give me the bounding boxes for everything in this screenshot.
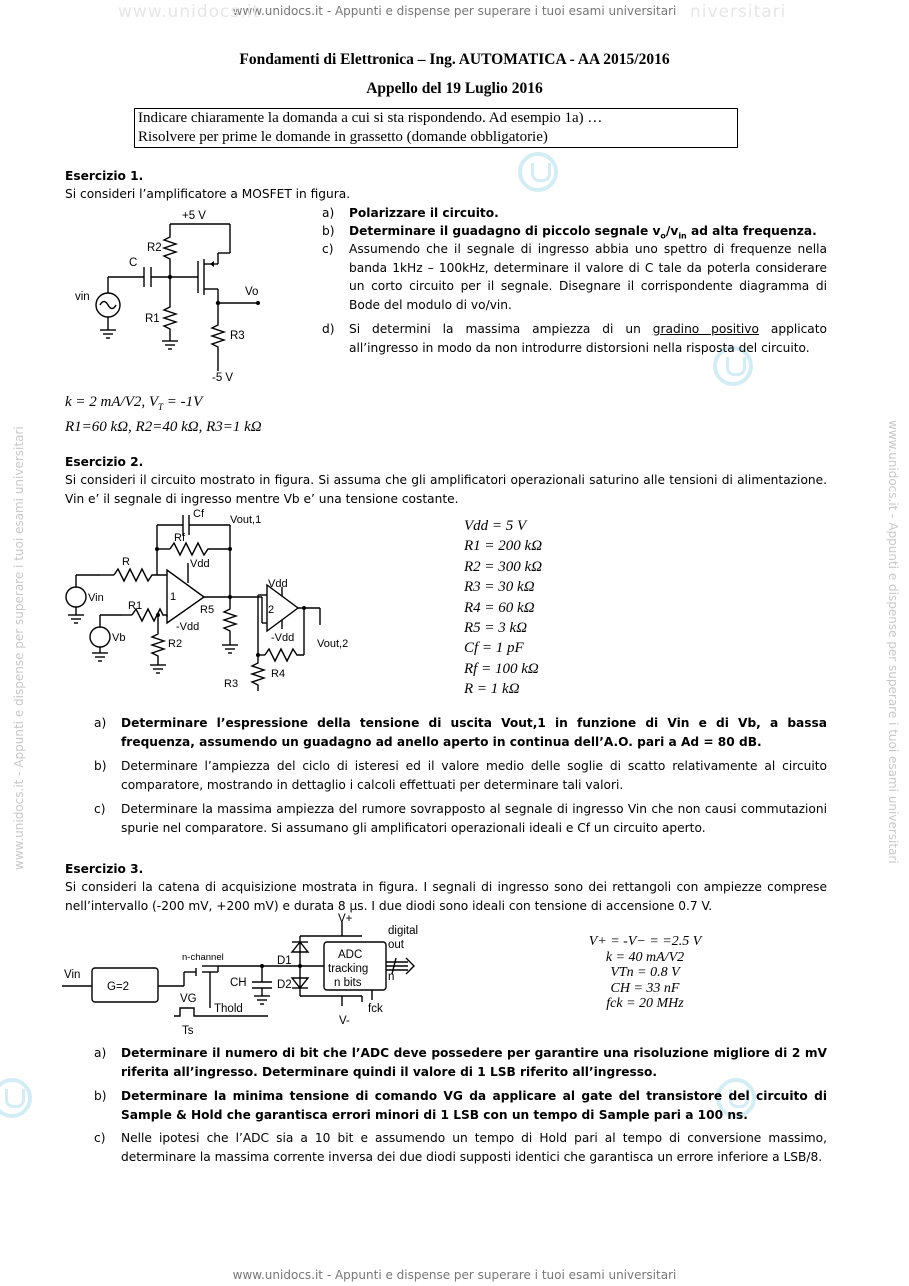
ex3-question-b: b) Determinare la minima tensione di comando VG da applicare al gate del transistore del circuito di Sample & Hold che garantisca errori minori di 1 LSB con un tempo di Sample pari a 100 ns. — [94, 1089, 827, 1122]
ex3-ts-label: Ts — [182, 1025, 194, 1037]
ex3-vg-label: VG — [180, 993, 197, 1005]
ex1-question-b: b) Determinare il guadagno di piccolo segnale $v_o/v_{in}$ ad alta frequenza. — [322, 224, 817, 241]
ex2-r4-label: R4 — [271, 668, 286, 680]
ex3-adc-label: ADC — [338, 949, 363, 961]
ex1-vo-label: Vo — [245, 286, 259, 298]
ex2-r3-label: R3 — [224, 678, 239, 690]
ex3-vplus-label: V+ — [338, 913, 353, 925]
ex1-r3-label: R3 — [230, 330, 245, 342]
ex2-vb-label: Vb — [112, 632, 126, 644]
ex3-digital-label: digital — [388, 925, 419, 937]
ex2-vdd2-label: Vdd — [268, 578, 288, 590]
ex2-question-b: b) Determinare l’ampiezza del ciclo di isteresi ed il valore medio delle soglie di scatto relativamente al circuito comparatore, mostrando in dettaglio i calcoli effettuati per determinare tali valori. — [94, 759, 827, 792]
watermark-side-right: www.unidocs.it - Appunti e dispense per superare i tuoi esami universitari — [886, 420, 900, 864]
watermark-bg-right: niversitari — [690, 2, 787, 22]
ex3-d1-label: D1 — [277, 955, 292, 967]
ex2-vout2-label: Vout,2 — [317, 638, 349, 650]
instructions-box — [134, 108, 738, 148]
ex2-cf-label: Cf — [193, 508, 204, 520]
ex2-vdd1-label: Vdd — [190, 558, 210, 570]
ex2-opamp-circuit — [62, 505, 372, 695]
watermark-top: www.unidocs.it - Appunti e dispense per superare i tuoi esami universitari — [232, 4, 677, 18]
ex2-question-a: a) Determinare l’espressione della tensione di uscita Vout,1 in funzione di Vin e di Vb, a bassa frequenza, assumendo un guadagno ad anello aperto in continua dell’A.O. pari a Ad = 80 dB. — [94, 716, 827, 749]
ex3-sample-hold-circuit — [62, 912, 442, 1044]
ex3-ch-label: CH — [230, 977, 247, 989]
ex2-intro: Si consideri il circuito mostrato in figura. Si assuma che gli amplificatori operazionali saturino alle tensioni di alimentazione. Vin e’ il segnale di ingresso mentre Vb e’ una tensione costante. — [65, 473, 827, 506]
ex3-nchannel-label: n-channel — [182, 952, 224, 963]
ex1-vss-label: -5 V — [212, 372, 234, 384]
ex2-r1-label: R1 — [128, 600, 143, 612]
ex3-vin-label: Vin — [64, 969, 81, 981]
ex3-gain-label: G=2 — [107, 981, 130, 993]
ex2-vout1-label: Vout,1 — [230, 514, 262, 526]
instructions-line-1: Indicare chiaramente la domanda a cui si sta rispondendo. Ad esempio 1a) … — [138, 110, 603, 126]
ex3-heading: Esercizio 3. — [65, 862, 144, 876]
page-subtitle: Appello del 19 Luglio 2016 — [366, 80, 543, 97]
logo-stamp — [518, 152, 558, 192]
ex3-d2-label: D2 — [277, 979, 292, 991]
ex1-question-d: d) Si determini la massima ampiezza di un gradino positivo applicato all’ingresso in modo da non introdurre distorsioni nella risposta del circuito. — [322, 322, 828, 355]
logo-stamp — [0, 1078, 32, 1118]
ex2-r2-label: R2 — [168, 638, 183, 650]
ex1-heading: Esercizio 1. — [65, 169, 144, 183]
ex1-vin-label: vin — [75, 291, 90, 303]
watermark-bg-left: www.unidocs.it — [118, 2, 261, 22]
ex2-heading: Esercizio 2. — [65, 455, 144, 469]
ex1-c-label: C — [129, 257, 138, 269]
instructions-line-2: Risolvere per prime le domande in grassetto (domande obbligatorie) — [138, 129, 548, 145]
ex1-vdd-label: +5 V — [182, 210, 206, 222]
ex3-vminus-label: V- — [339, 1015, 350, 1027]
watermark-bottom: www.unidocs.it - Appunti e dispense per superare i tuoi esami universitari — [232, 1268, 677, 1282]
ex1-question-c: c) Assumendo che il segnale di ingresso abbia uno spettro di frequenze nella banda 1kHz – 100kHz, determinare il valore di C tale da poterla considerare un corto circuito per il segnale. Disegnare il corrispondente diagramma di Bode del modulo di vo/vin. — [322, 242, 827, 312]
ex3-fck-label: fck — [368, 1003, 383, 1015]
ex2-parameters: Vdd = 5 V R1 = 200 kΩ R2 = 300 kΩ R3 = 30 kΩ R4 = 60 kΩ R5 = 3 kΩ Cf = 1 pF Rf = 100 kΩ R = 1 kΩ — [464, 518, 543, 698]
ex3-nbits-label: n bits — [334, 977, 362, 989]
ex2-op1-label: 1 — [170, 591, 177, 603]
watermark-side-left: www.unidocs.it - Appunti e dispense per superare i tuoi esami universitari — [12, 426, 26, 870]
ex2-rf-label: Rf — [174, 532, 185, 544]
ex1-parameters: k = 2 mA/V2, $V_T = -1V$ R1=60 kΩ, R2=40 kΩ, R3=1 kΩ — [65, 394, 262, 436]
ex1-question-a: a) Polarizzare il circuito. — [322, 206, 499, 220]
ex3-tracking-label: tracking — [328, 963, 369, 975]
ex3-intro: Si consideri la catena di acquisizione mostrata in figura. I segnali di ingresso sono dei rettangoli con ampiezze comprese nell’intervallo (-200 mV, +200 mV) e durata 8 µs. I due diodi sono ideali con tensione di accensione 0.7 V. — [65, 880, 827, 913]
ex2-r-label: R — [122, 556, 130, 568]
ex3-question-a: a) Determinare il numero di bit che l’ADC deve possedere per garantire una risoluzione migliore di 2 mV riferita all’ingresso. Determinare quindi il valore di 1 LSB riferito all’ingresso. — [94, 1046, 827, 1079]
page-title: Fondamenti di Elettronica – Ing. AUTOMATICA - AA 2015/2016 — [239, 51, 670, 68]
ex2-op2-label: 2 — [268, 604, 275, 616]
ex2-question-c: c) Determinare la massima ampiezza del rumore sovrapposto al segnale di ingresso Vin che non causi commutazioni spurie nel comparatore. Si assumano gli amplificatori operazionali ideali e Cf un circuito aperto. — [94, 802, 827, 835]
ex2-r5-label: R5 — [200, 604, 215, 616]
ex1-r1-label: R1 — [145, 313, 160, 325]
ex2-nvdd2-label: -Vdd — [271, 632, 295, 644]
ex3-question-c: c) Nelle ipotesi che l’ADC sia a 10 bit e assumendo un tempo di Hold pari al tempo di conversione massimo, determinare la massima corrente inversa dei due diodi supposti identici che garantisca un errore inferiore a LSB/8. — [94, 1131, 827, 1164]
ex3-parameters: V+ = -V− = =2.5 V k = 40 mA/V2 VTn = 0.8 V CH = 33 nF fck = 20 MHz — [588, 934, 702, 1011]
ex3-thold-label: Thold — [214, 1003, 243, 1015]
ex1-r2-label: R2 — [147, 242, 162, 254]
ex3-n-label: n — [388, 971, 395, 983]
ex1-mosfet-circuit — [60, 203, 300, 385]
ex3-out-label: out — [388, 939, 404, 951]
ex2-nvdd1-label: -Vdd — [176, 621, 200, 633]
ex2-vin-label: Vin — [88, 592, 104, 604]
ex1-intro: Si consideri l’amplificatore a MOSFET in figura. — [65, 187, 351, 201]
